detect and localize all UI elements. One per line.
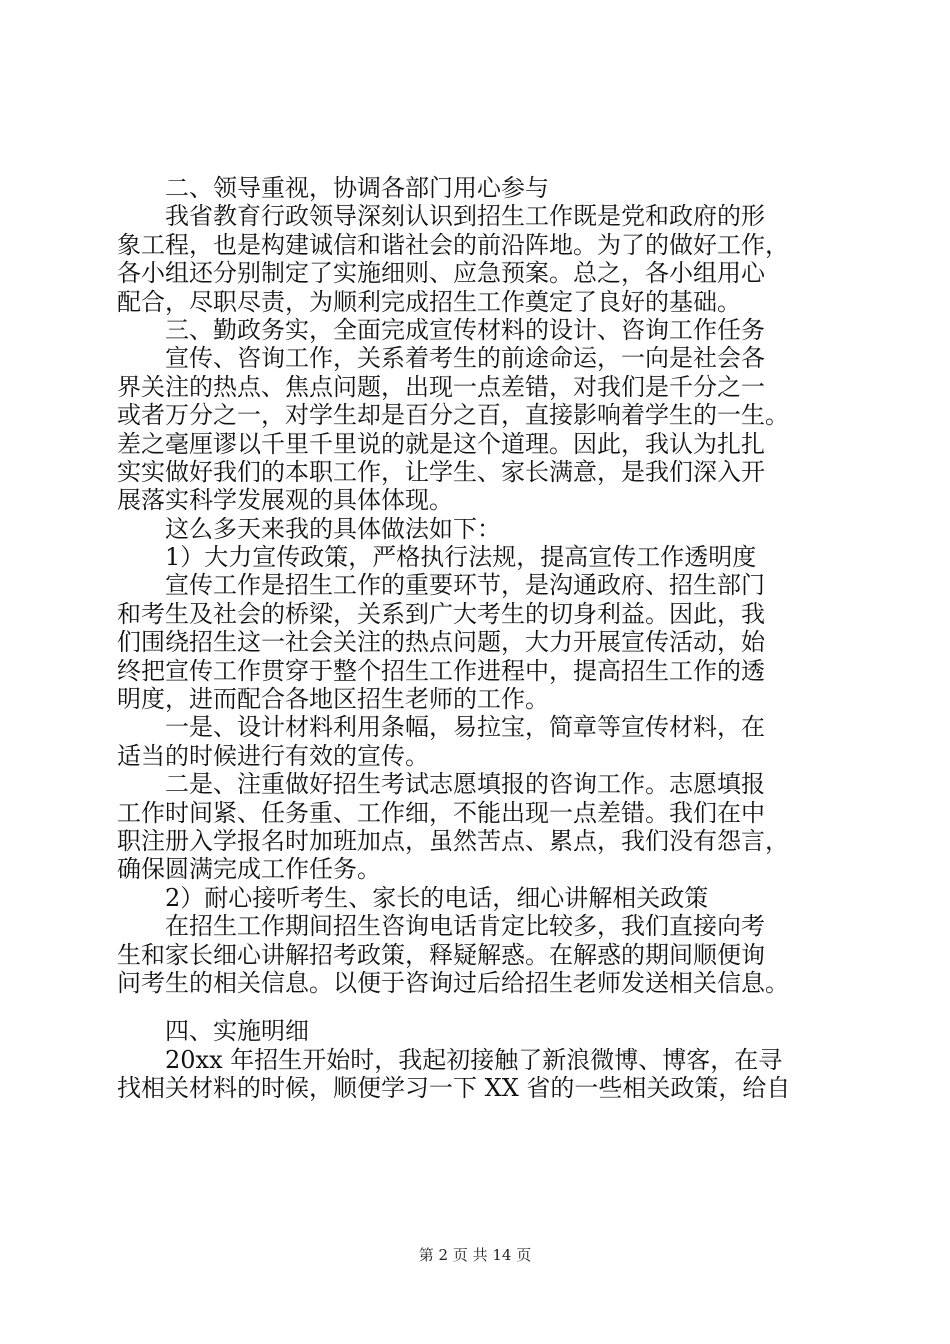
paragraph-line: 二是、注重做好招生考试志愿填报的咨询工作。志愿填报 xyxy=(117,770,765,799)
paragraph-line: 明度，进而配合各地区招生老师的工作。 xyxy=(117,685,549,714)
paragraph-line: 找相关材料的时候，顺便学习一下 XX 省的一些相关政策，给自 xyxy=(117,1074,791,1103)
paragraph-line: 我省教育行政领导深刻认识到招生工作既是党和政府的形 xyxy=(117,202,765,231)
paragraph-line: 适当的时候进行有效的宣传。 xyxy=(117,741,429,770)
paragraph-line: 各小组还分别制定了实施细则、应急预案。总之，各小组用心 xyxy=(117,259,765,288)
paragraph-line: 展落实科学发展观的具体体现。 xyxy=(117,486,453,515)
page-number-footer: 第 2 页 共 14 页 xyxy=(418,1246,532,1264)
paragraph-line: 终把宣传工作贯穿于整个招生工作进程中，提高招生工作的透 xyxy=(117,656,765,685)
paragraph-line: 宣传工作是招生工作的重要环节，是沟通政府、招生部门 xyxy=(117,571,765,600)
paragraph-gap xyxy=(117,997,837,1017)
heading-section-3: 三、勤政务实，全面完成宣传材料的设计、咨询工作任务 xyxy=(117,315,765,344)
paragraph-line: 这么多天来我的具体做法如下： xyxy=(117,514,501,543)
paragraph-line: 职注册入学报名时加班加点，虽然苦点、累点，我们没有怨言， xyxy=(117,826,789,855)
paragraph-line: 20xx 年招生开始时，我起初接触了新浪微博、博客，在寻 xyxy=(117,1045,783,1074)
paragraph-line: 问考生的相关信息。以便于咨询过后给招生老师发送相关信息。 xyxy=(117,968,789,997)
subheading-item-1: 1）大力宣传政策，严格执行法规，提高宣传工作透明度 xyxy=(117,543,757,572)
paragraph-line: 实实做好我们的本职工作，让学生、家长满意，是我们深入开 xyxy=(117,457,765,486)
paragraph-line: 配合，尽职尽责，为顺利完成招生工作奠定了良好的基础。 xyxy=(117,287,741,316)
heading-section-4: 四、实施明细 xyxy=(117,1017,309,1046)
document-body xyxy=(117,174,837,1103)
paragraph-line: 差之毫厘谬以千里千里说的就是这个道理。因此，我认为扎扎 xyxy=(117,429,765,458)
paragraph-line: 在招生工作期间招生咨询电话肯定比较多，我们直接向考 xyxy=(117,912,765,941)
paragraph-line: 工作时间紧、任务重、工作细，不能出现一点差错。我们在中 xyxy=(117,798,765,827)
paragraph-line: 或者万分之一，对学生却是百分之百，直接影响着学生的一生。 xyxy=(117,401,789,430)
subheading-item-2: 2）耐心接听考生、家长的电话，细心讲解相关政策 xyxy=(117,883,709,912)
paragraph-line: 们围绕招生这一社会关注的热点问题，大力开展宣传活动，始 xyxy=(117,628,765,657)
paragraph-line: 界关注的热点、焦点问题，出现一点差错，对我们是千分之一 xyxy=(117,372,765,401)
paragraph-line: 一是、设计材料利用条幅，易拉宝，简章等宣传材料，在 xyxy=(117,713,765,742)
paragraph-line: 象工程，也是构建诚信和谐社会的前沿阵地。为了的做好工作， xyxy=(117,230,789,259)
paragraph-line: 宣传、咨询工作，关系着考生的前途命运，一向是社会各 xyxy=(117,344,765,373)
paragraph-line: 和考生及社会的桥梁，关系到广大考生的切身利益。因此，我 xyxy=(117,599,765,628)
paragraph-line: 生和家长细心讲解招考政策，释疑解惑。在解惑的期间顺便询 xyxy=(117,940,765,969)
heading-section-2: 二、领导重视，协调各部门用心参与 xyxy=(117,174,549,202)
paragraph-line: 确保圆满完成工作任务。 xyxy=(117,855,381,884)
